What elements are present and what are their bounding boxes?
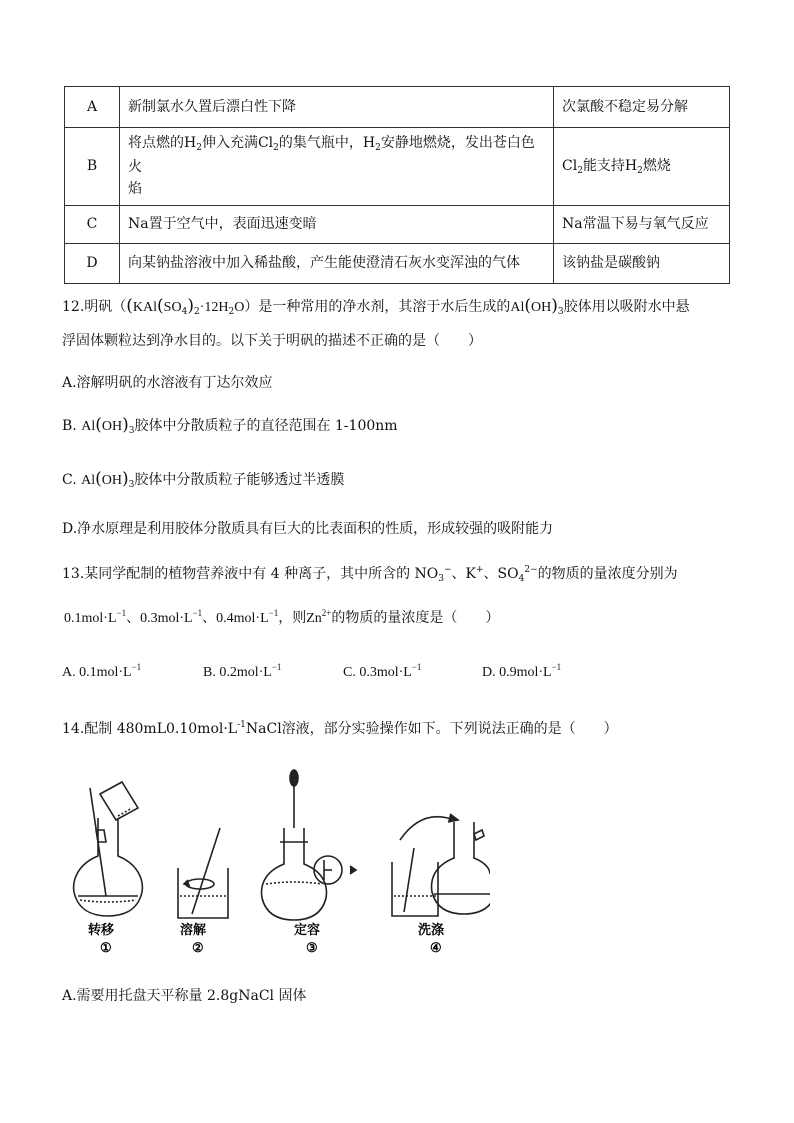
step-label: 洗涤: [418, 923, 445, 938]
q13-option-a: A. $0.1mol\cdot L^{-1}$: [62, 662, 142, 680]
volumetric-flask-icon: [432, 822, 490, 914]
step-label: 定容: [294, 923, 321, 938]
step-number: ②: [192, 941, 204, 956]
q12-option-d: D.净水原理是利用胶体分散质具有巨大的比表面积的性质，形成较强的吸附能力: [62, 521, 554, 537]
row-phenomenon: 向某钠盐溶液中加入稀盐酸，产生能使澄清石灰水变浑浊的气体: [120, 244, 554, 284]
volumetric-flask-icon: [262, 828, 327, 920]
stir-arrow-icon: [184, 879, 214, 889]
q13-option-b: B. $0.2mol\cdot L^{-1}$: [203, 662, 282, 680]
row-key: A: [65, 87, 120, 128]
row-explanation: 次氯酸不稳定易分解: [554, 87, 730, 128]
pouring-beaker-icon: [100, 782, 138, 820]
eye-icon: [350, 866, 356, 874]
row-phenomenon: 将点燃的$H_2$伸入充满$Cl_2$的集气瓶中，$H_2$安静地燃烧，发出苍白色火 焰: [120, 128, 554, 206]
q14-stem: 14.配制 $480mL0.10mol\cdot L^{-1}NaCl$溶液，部分实验操作如下。下列说法正确的是（ ）: [62, 720, 618, 737]
q13-option-c: C. $0.3mol\cdot L^{-1}$: [343, 662, 422, 680]
row-key: C: [65, 206, 120, 244]
table-row: [65, 87, 730, 128]
q12-stem-line1: 12.明矾（$(KAl(SO_4)_2\cdot 12H_2O)$是一种常用的净水剂，其溶于水后生成的$Al(OH)_3$胶体用以吸附水中悬: [62, 296, 690, 317]
lab-operations-figure: [70, 768, 490, 960]
row-explanation: 该钠盐是碳酸钠: [554, 244, 730, 284]
row-key: B: [65, 128, 120, 206]
step-label: 溶解: [180, 923, 207, 938]
q12-option-a: A.溶解明矾的水溶液有丁达尔效应: [62, 375, 273, 391]
q12-option-c: C. $Al(OH)_3$胶体中分散质粒子能够透过半透膜: [62, 469, 345, 490]
q13-option-d: D. $0.9mol\cdot L^{-1}$: [482, 662, 562, 680]
curved-arrow-icon: [400, 814, 458, 840]
step-label: 转移: [88, 923, 115, 938]
dropper-icon: [290, 770, 298, 828]
step-number: ①: [100, 941, 112, 956]
q13-stem-line2: $0.1mol\cdot L^{-1}$、$0.3mol\cdot L^{-1}$、$0.4mol\cdot L^{-1}$，则$Zn^{2+}$的物质的量浓度是（ ）: [64, 608, 500, 626]
magnifier-icon: [314, 856, 342, 884]
row-explanation: $Cl_2$能支持$H_2$燃烧: [554, 128, 730, 206]
table-row: [65, 244, 730, 284]
row-phenomenon: Na置于空气中，表面迅速变暗: [120, 206, 554, 244]
row-key: D: [65, 244, 120, 284]
step-number: ④: [430, 941, 442, 956]
stirring-rod-icon: [192, 828, 220, 914]
table-row: [65, 128, 730, 206]
table-row: [65, 206, 730, 244]
step-number: ③: [306, 941, 318, 956]
q12-option-b: B. $Al(OH)_3$胶体中分散质粒子的直径范围在 1-100nm: [62, 415, 398, 436]
volumetric-flask-icon: [74, 818, 143, 916]
q14-option-a: A.需要用托盘天平称量 2.8gNaCl 固体: [62, 988, 307, 1004]
beaker-icon: [178, 868, 228, 918]
row-explanation: Na常温下易与氧气反应: [554, 206, 730, 244]
q12-stem-line2: 浮固体颗粒达到净水目的。以下关于明矾的描述不正确的是（ ）: [62, 333, 482, 349]
q13-stem-line1: 13.某同学配制的植物营养液中有 4 种离子，其中所含的 $NO_3^-$、K+、$SO_4^{2-}$的物质的量浓度分别为: [62, 565, 678, 584]
options-table: [64, 86, 730, 284]
row-phenomenon: 新制氯水久置后漂白性下降: [120, 87, 554, 128]
